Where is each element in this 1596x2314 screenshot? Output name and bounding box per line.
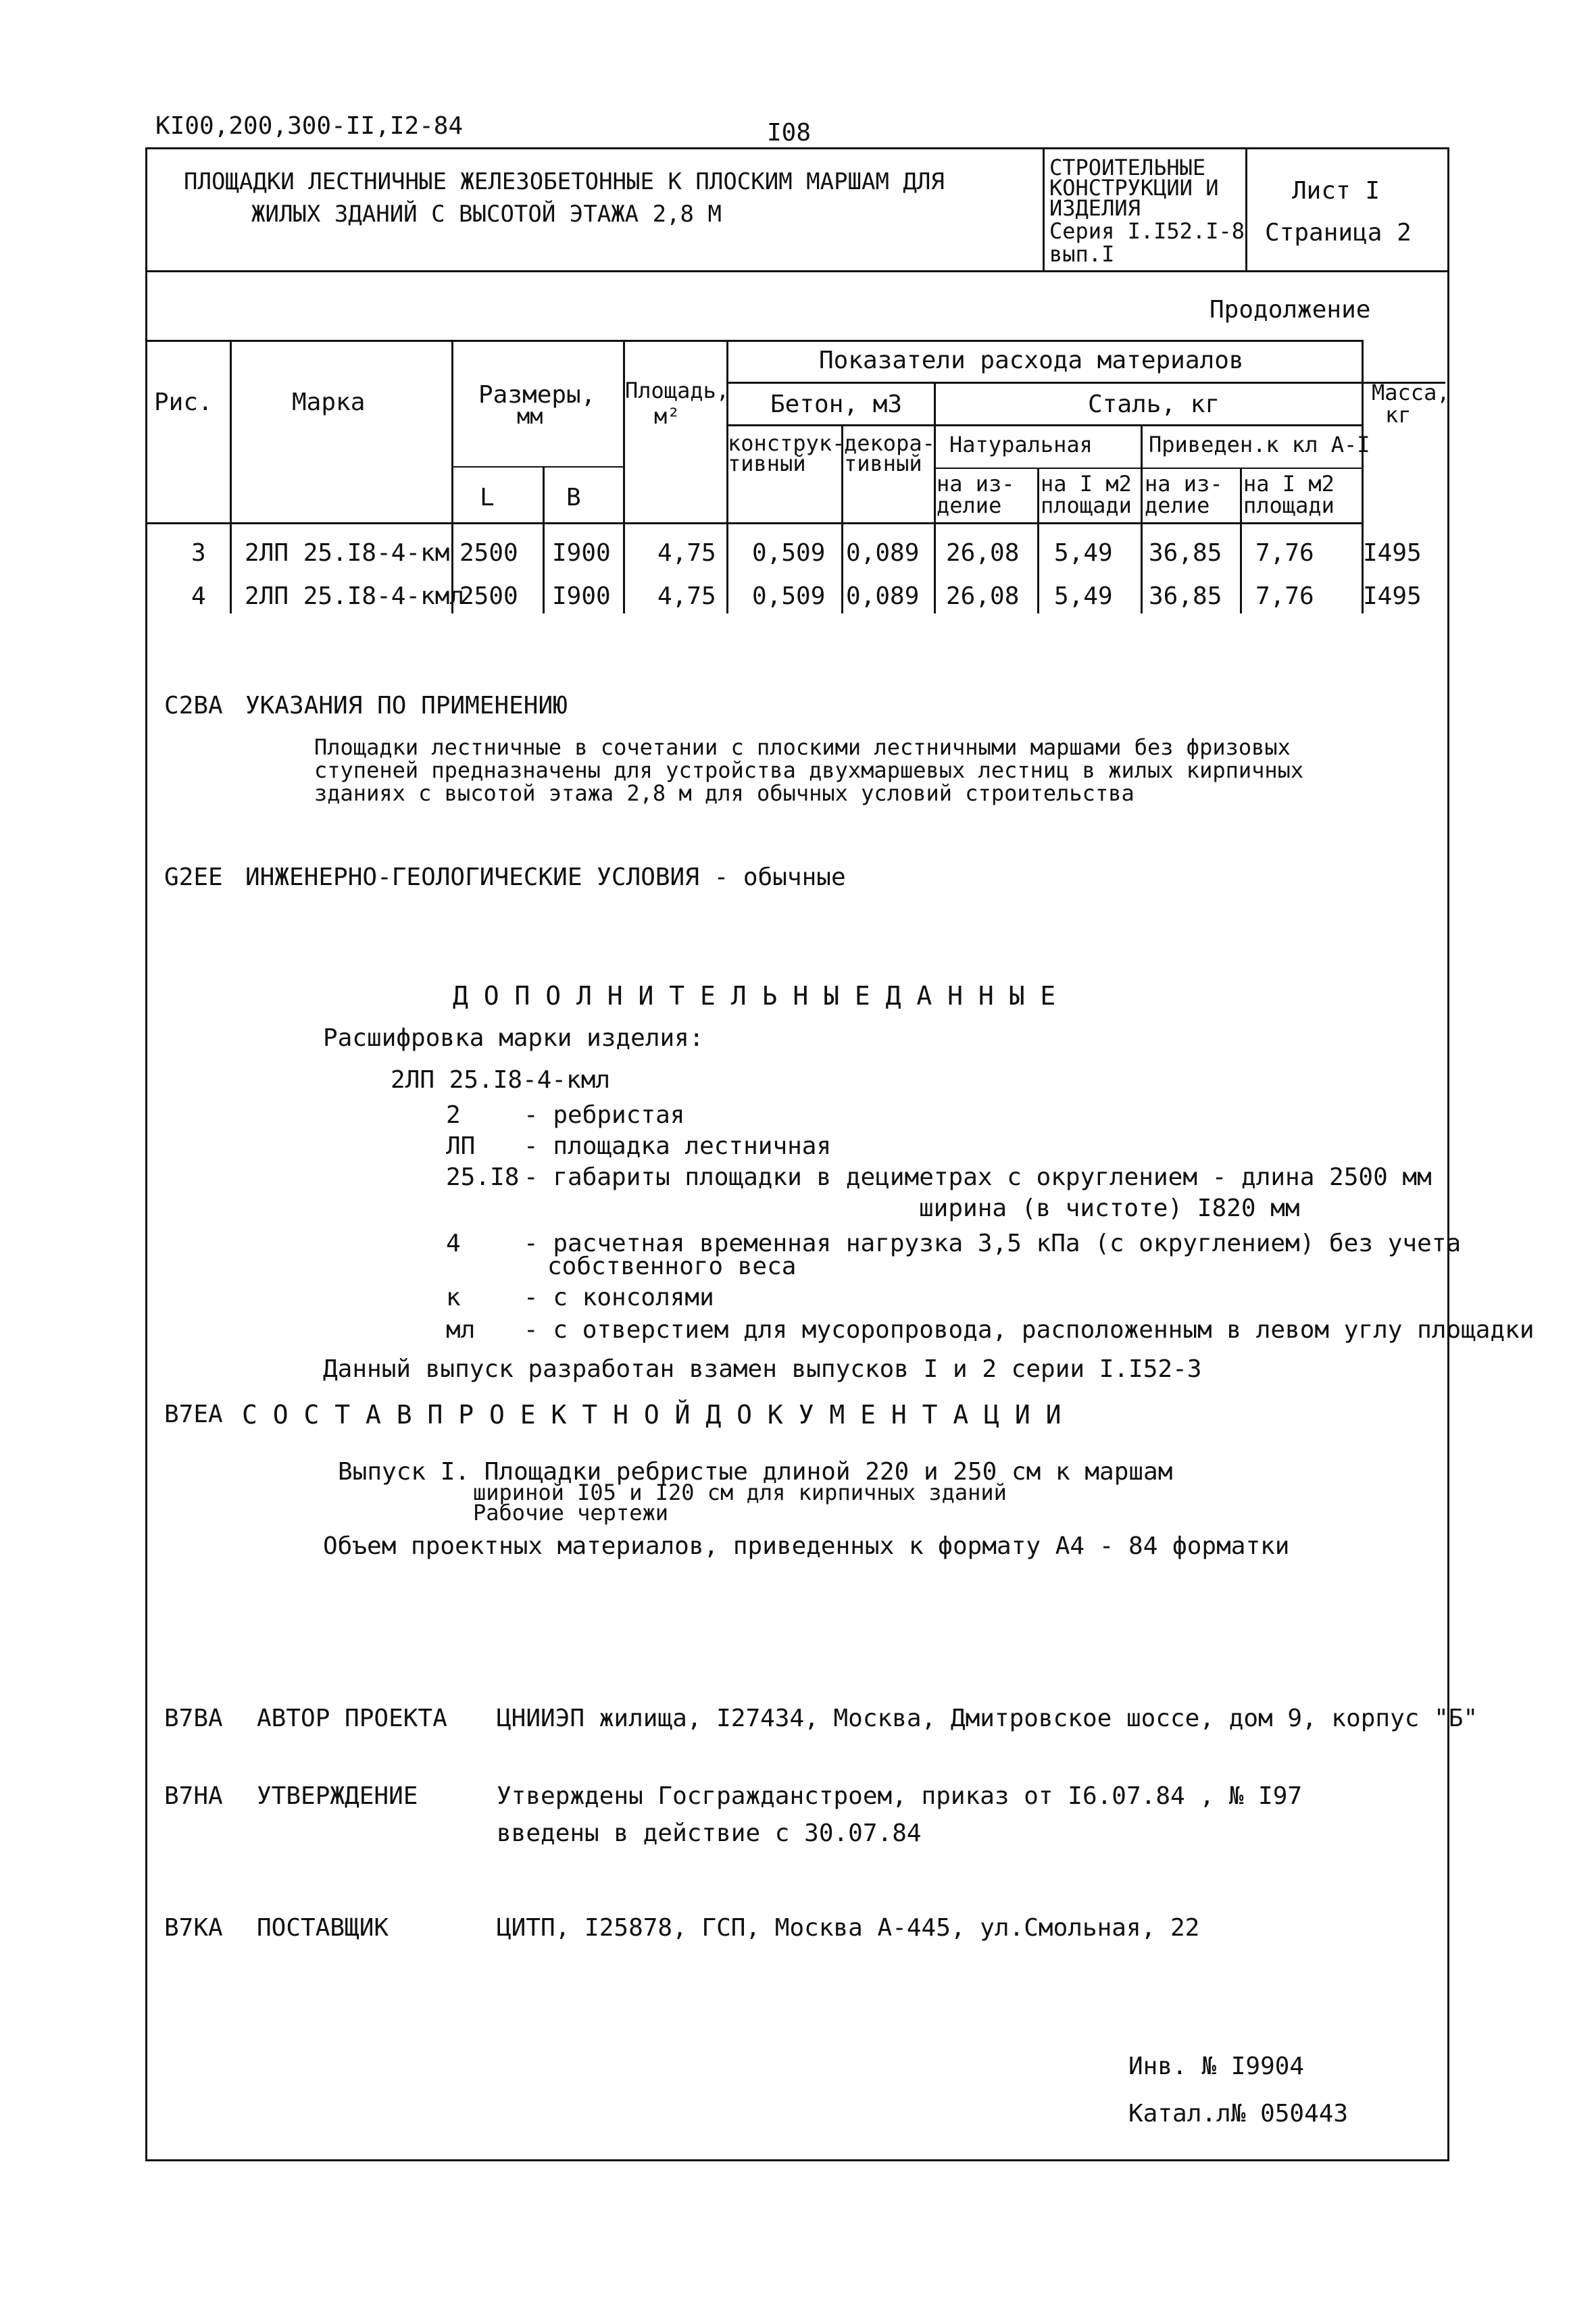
header-per-item2-1: на из- <box>1145 471 1223 497</box>
category-line-2: КОНСТРУКЦИИ И <box>1049 175 1219 201</box>
page-number: I08 <box>767 119 812 147</box>
decoding-key-7: к <box>446 1284 461 1311</box>
header-per-m2b-2: площади <box>1243 493 1335 518</box>
decoding-value-1: - ребристая <box>524 1101 685 1129</box>
decoding-value-8: - с отверстием для мусоропровода, расположенным в левом углу площадки <box>524 1316 1535 1344</box>
table-header-bottom <box>145 522 1362 524</box>
table-row-2-fig: 4 <box>191 582 206 610</box>
series-label: Серия I.I52.I-8 <box>1049 218 1245 244</box>
table-vline-steel <box>934 382 936 613</box>
header-area-1: Площадь, <box>625 378 730 403</box>
table-row-1-concrete-struct: 0,509 <box>752 539 826 567</box>
issue-label: вып.I <box>1049 241 1115 267</box>
title-block-divider <box>145 270 1447 272</box>
decoding-key-5: 4 <box>446 1230 461 1257</box>
header-consumption: Показатели расхода материалов <box>819 347 1244 374</box>
approval-line-2: введены в действие с 30.07.84 <box>497 1819 922 1847</box>
geology-code: G2EE <box>164 863 223 891</box>
table-row-2-steel-nat-m2: 5,49 <box>1054 582 1113 610</box>
title-block-vline-1 <box>1043 147 1045 272</box>
table-row-2-L: 2500 <box>459 582 518 610</box>
title-line-1: ПЛОЩАДКИ ЛЕСТНИЧНЫЕ ЖЕЛЕЗОБЕТОННЫЕ К ПЛОСКИМ МАРШАМ ДЛЯ <box>184 168 945 195</box>
decoding-key-1: 2 <box>446 1101 461 1129</box>
approval-line-1: Утверждены Госгражданстроем, приказ от I6.07.84 , № I97 <box>497 1782 1303 1810</box>
supplier-text: ЦИТП, I25878, ГСП, Москва А-445, ул.Смольная, 22 <box>497 1914 1200 1942</box>
table-row-2-mass: I495 <box>1363 582 1422 610</box>
usage-line-2: ступеней предназначены для устройства двухмаршевых лестниц в жилых кирпичных <box>314 757 1304 783</box>
header-structural-1: конструк- <box>728 430 845 456</box>
table-row-2-concrete-struct: 0,509 <box>752 582 826 610</box>
inventory-number: Инв. № I9904 <box>1128 2053 1305 2080</box>
table-row-1-mark: 2ЛП 25.I8-4-км <box>245 539 450 567</box>
supplier-code: B7KA <box>164 1914 223 1942</box>
category-line-1: СТРОИТЕЛЬНЫЕ <box>1049 155 1206 180</box>
composition-line-1: Выпуск I. Площадки ребристые длиной 220 и 250 см к маршам <box>338 1458 1173 1486</box>
composition-heading: С О С Т А В П Р О Е К Т Н О Й Д О К У М Е Н Т А Ц И И <box>242 1400 1062 1430</box>
table-row-1-steel-nat-m2: 5,49 <box>1054 539 1113 567</box>
header-steel: Сталь, кг <box>1088 391 1220 418</box>
composition-code: B7EA <box>164 1401 223 1428</box>
title-line-2: ЖИЛЫХ ЗДАНИЙ С ВЫСОТОЙ ЭТАЖА 2,8 М <box>251 201 722 228</box>
decoding-value-4: ширина (в чистоте) I820 мм <box>919 1194 1300 1222</box>
composition-line-3: Рабочие чертежи <box>473 1500 668 1526</box>
usage-line-1: Площадки лестничные в сочетании с плоскими лестничными маршами без фризовых <box>314 734 1291 760</box>
header-per-m2b-1: на I м2 <box>1243 471 1335 497</box>
header-mass-2: кг <box>1385 402 1412 428</box>
header-mass-1: Масса, <box>1372 380 1450 405</box>
table-vline-fig <box>230 340 232 613</box>
decoding-value-2: - площадка лестничная <box>524 1132 832 1160</box>
table-row-1-fig: 3 <box>191 539 206 567</box>
header-per-item2-2: делие <box>1145 493 1210 518</box>
replacement-note: Данный выпуск разработан взамен выпусков I и 2 серии I.I52-3 <box>323 1355 1202 1383</box>
header-per-item-1: на из- <box>937 471 1015 497</box>
table-vline-mass <box>1362 340 1364 613</box>
table-row-1-L: 2500 <box>459 539 518 567</box>
author-code: B7BA <box>164 1705 223 1732</box>
table-row-1-steel-nat-item: 26,08 <box>946 539 1020 567</box>
header-per-m2-1: на I м2 <box>1041 471 1132 497</box>
header-per-item-2: делие <box>937 493 1002 518</box>
header-decorative-1: декора- <box>844 430 935 456</box>
header-decorative-2: тивный <box>844 451 922 476</box>
author-text: ЦНИИЭП жилища, I27434, Москва, Дмитровское шоссе, дом 9, корпус "Б" <box>497 1705 1478 1732</box>
header-mark: Марка <box>292 388 366 416</box>
author-label: АВТОР ПРОЕКТА <box>257 1705 447 1732</box>
table-row-1-steel-red-m2: 7,76 <box>1255 539 1314 567</box>
table-row-1-mass: I495 <box>1363 539 1422 567</box>
header-area-2: м² <box>654 403 680 429</box>
approval-code: B7HA <box>164 1782 223 1810</box>
table-hline-dims <box>451 466 624 468</box>
decoding-key-2: ЛП <box>446 1132 476 1160</box>
header-natural: Натуральная <box>949 432 1093 457</box>
table-vline-nat <box>1037 468 1039 613</box>
usage-heading: УКАЗАНИЯ ПО ПРИМЕНЕНИЮ <box>245 692 568 720</box>
table-row-2-mark: 2ЛП 25.I8-4-кмл <box>245 582 465 610</box>
table-hline-2 <box>726 424 1362 426</box>
decoding-value-7: - с консолями <box>524 1284 714 1311</box>
header-dims-2: мм <box>517 403 543 429</box>
header-dim-B: В <box>566 484 581 511</box>
approval-label: УТВЕРЖДЕНИЕ <box>257 1782 418 1810</box>
composition-line-2: шириной I05 и I20 см для кирпичных зданий <box>473 1480 1007 1505</box>
composition-volume: Объем проектных материалов, приведенных к формату А4 - 84 форматки <box>323 1532 1290 1560</box>
table-hline-1 <box>726 382 1362 384</box>
table-vline-reduced <box>1141 424 1143 613</box>
table-row-1-B: I900 <box>552 539 611 567</box>
table-row-2-steel-red-m2: 7,76 <box>1255 582 1314 610</box>
usage-line-3: зданиях с высотой этажа 2,8 м для обычных условий строительства <box>314 780 1134 806</box>
table-row-2-area: 4,75 <box>657 582 716 610</box>
decoding-value-5: - расчетная временная нагрузка 3,5 кПа (с округлением) без учета <box>524 1230 1462 1257</box>
supplier-label: ПОСТАВЩИК <box>257 1914 389 1942</box>
table-hline-steel <box>934 468 1363 469</box>
additional-heading: Д О П О Л Н И Т Е Л Ь Н Ы Е Д А Н Н Ы Е <box>453 981 1056 1011</box>
decoding-key-3: 25.I8 <box>446 1163 520 1191</box>
continuation-label: Продолжение <box>1210 296 1371 324</box>
title-block-vline-2 <box>1245 147 1247 272</box>
decoding-mark: 2ЛП 25.I8-4-кмл <box>391 1066 611 1094</box>
decoding-value-3: - габариты площадки в дециметрах с округлением - длина 2500 мм <box>524 1163 1432 1191</box>
header-structural-2: тивный <box>728 451 806 476</box>
geology-text: ИНЖЕНЕРНО-ГЕОЛОГИЧЕСКИЕ УСЛОВИЯ - обычные <box>245 863 846 891</box>
decoding-title: Расшифровка марки изделия: <box>323 1024 704 1052</box>
document-code: КI00,200,300-II,I2-84 <box>155 112 464 140</box>
table-row-1-area: 4,75 <box>657 539 716 567</box>
category-line-3: ИЗДЕЛИЯ <box>1049 195 1141 221</box>
table-vline-L <box>543 466 545 613</box>
table-top-border <box>145 340 1362 342</box>
decoding-value-6: собственного веса <box>547 1253 797 1280</box>
table-row-2-B: I900 <box>552 582 611 610</box>
header-per-m2-2: площади <box>1041 493 1132 518</box>
header-concrete: Бетон, м3 <box>770 391 903 418</box>
decoding-key-8: мл <box>446 1316 476 1344</box>
table-row-1-concrete-dec: 0,089 <box>846 539 920 567</box>
sheet-label: Лист I <box>1292 177 1380 205</box>
table-row-1-steel-red-item: 36,85 <box>1149 539 1222 567</box>
header-fig: Рис. <box>154 388 213 416</box>
table-vline-red <box>1240 468 1242 613</box>
table-vline-mark <box>451 340 453 613</box>
header-dims-1: Размеры, <box>478 381 596 409</box>
header-reduced: Приведен.к кл А-I <box>1149 432 1370 457</box>
usage-code: C2BA <box>164 692 223 720</box>
table-row-2-steel-nat-item: 26,08 <box>946 582 1020 610</box>
catalog-number: Катал.л№ 050443 <box>1128 2100 1349 2128</box>
header-dim-L: L <box>480 484 495 511</box>
page-label: Страница 2 <box>1265 219 1412 247</box>
table-row-2-steel-red-item: 36,85 <box>1149 582 1222 610</box>
table-row-2-concrete-dec: 0,089 <box>846 582 920 610</box>
